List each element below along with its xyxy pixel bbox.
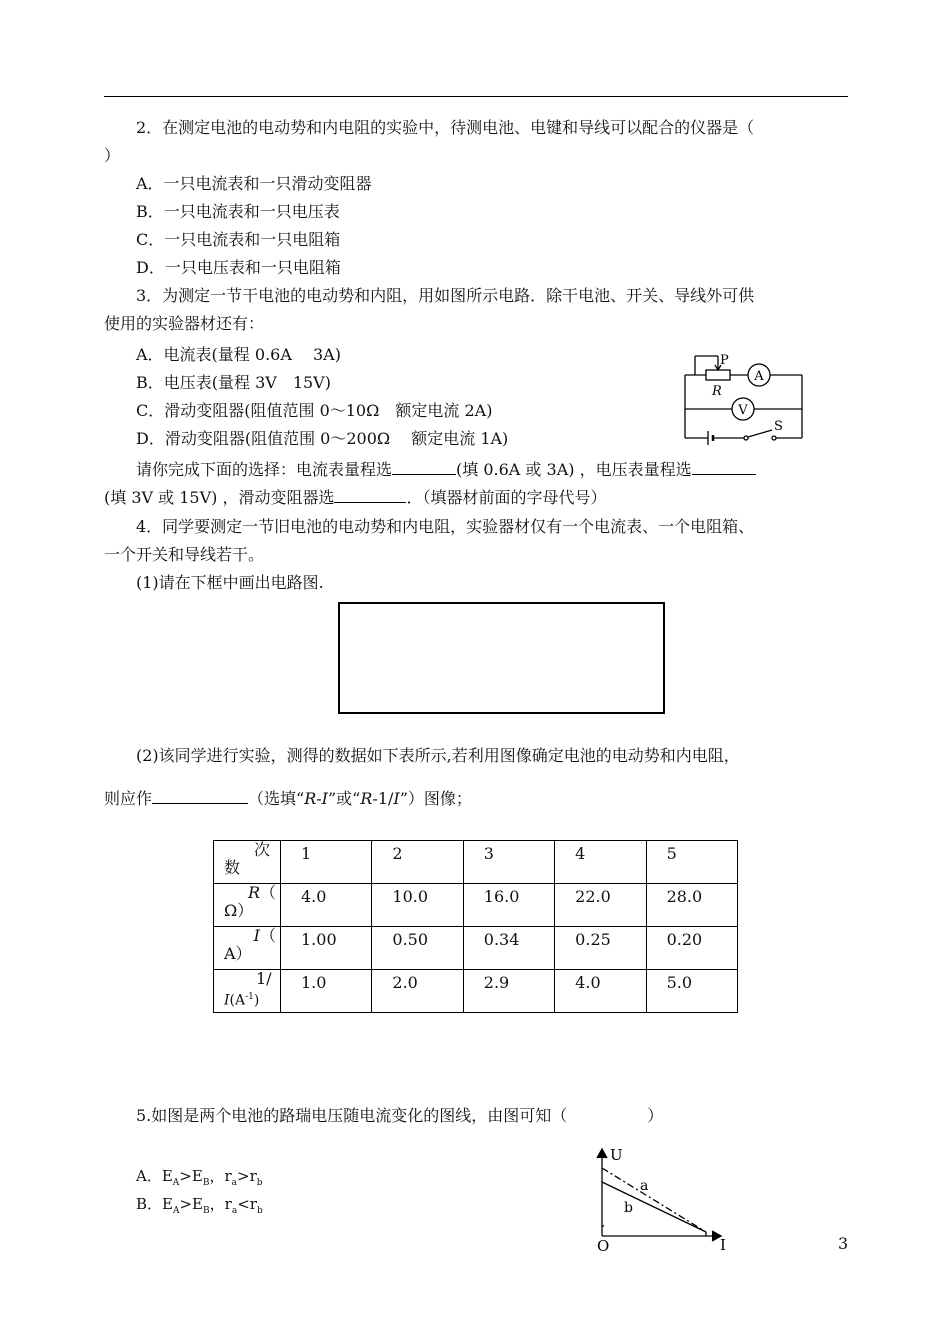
table-cell: 3 bbox=[463, 841, 554, 884]
header-rule bbox=[104, 96, 848, 97]
q5-b-prefix: B．E bbox=[136, 1195, 173, 1213]
table-cell: 28.0 bbox=[646, 884, 737, 927]
q4-opt2-r: R bbox=[360, 789, 373, 808]
row-label-inverse-prefix: 1/ bbox=[256, 969, 272, 988]
table-cell: 5.0 bbox=[646, 970, 737, 1013]
q4-opt1-r: R bbox=[304, 789, 317, 808]
graph-label-b: b bbox=[624, 1200, 633, 1216]
q3-option-d: D．滑动变阻器(阻值范围 0～200Ω 额定电流 1A) bbox=[136, 429, 509, 448]
q4-opt1-dash: - bbox=[316, 789, 322, 808]
row-label-r-unit: Ω） bbox=[224, 901, 254, 920]
q5-a-mid: ，r bbox=[209, 1167, 232, 1185]
row-label-inverse-sup: -1 bbox=[245, 992, 254, 1002]
q5-a-rel2: >r bbox=[237, 1167, 257, 1185]
q2-option-d: D．一只电压表和一只电阻箱 bbox=[136, 258, 341, 277]
table-cell: 0.50 bbox=[372, 927, 463, 970]
voltmeter-range-blank[interactable] bbox=[692, 459, 756, 475]
table-cell: 1.00 bbox=[281, 927, 372, 970]
row-label-inverse-i bbox=[214, 970, 281, 1013]
table-cell: 2.0 bbox=[372, 970, 463, 1013]
q3-option-b: B．电压表(量程 3V 15V) bbox=[136, 373, 331, 392]
table-row bbox=[214, 970, 738, 1013]
q2-stem: 2．在测定电池的电动势和内电阻的实验中，待测电池、电键和导线可以配合的仪器是（ bbox=[136, 118, 755, 137]
q5-a-rel1: >E bbox=[179, 1167, 203, 1185]
q3-option-a: A．电流表(量程 0.6A 3A) bbox=[136, 345, 341, 364]
q2-option-c: C．一只电流表和一只电阻箱 bbox=[136, 230, 341, 249]
measurement-table bbox=[213, 840, 738, 1013]
row-label-i-paren: （ bbox=[259, 926, 276, 945]
q5-stem-end: ） bbox=[647, 1106, 664, 1125]
q5-stem-text: 5.如图是两个电池的路瑞电压随电流变化的图线，由图可知（ bbox=[136, 1106, 568, 1125]
circuit-drawing-box[interactable] bbox=[338, 602, 665, 714]
q2-stem-end: ） bbox=[104, 146, 121, 165]
q5-b-rel2: <r bbox=[237, 1195, 257, 1213]
q5-b-sub3: a bbox=[231, 1206, 238, 1216]
table-header-row bbox=[214, 841, 738, 884]
header-label-1: 次 bbox=[254, 840, 271, 859]
graph-type-blank[interactable] bbox=[152, 788, 248, 804]
q5-b-sub1: A bbox=[172, 1206, 180, 1216]
switch-symbol bbox=[748, 430, 772, 437]
table-cell: 10.0 bbox=[372, 884, 463, 927]
q3-fill-text-b: (填 0.6A 或 3A) ，电压表量程选 bbox=[456, 460, 692, 479]
q3-stem-line2: 使用的实验器材还有： bbox=[104, 314, 265, 333]
q5-b-rel1: >E bbox=[179, 1195, 204, 1213]
table-cell: 16.0 bbox=[463, 884, 554, 927]
q3-stem-line1: 3．为测定一节干电池的电动势和内阻，用如图所示电路．除干电池、开关、导线外可供 bbox=[136, 286, 755, 305]
q5-option-b bbox=[136, 1194, 263, 1221]
circuit-label-v: V bbox=[738, 403, 748, 418]
row-label-inverse-unit: (A bbox=[229, 992, 246, 1009]
graph-label-u: U bbox=[610, 1146, 623, 1164]
q5-option-a bbox=[136, 1166, 263, 1193]
q5-a-sub2: B bbox=[202, 1178, 210, 1188]
q3-fill-line1 bbox=[136, 459, 756, 480]
q3-fill-line2 bbox=[104, 487, 607, 508]
q4-opt2-i: I bbox=[393, 789, 400, 808]
table-cell: 4 bbox=[555, 841, 646, 884]
table-cell: 4.0 bbox=[555, 970, 646, 1013]
circuit-label-p: P bbox=[720, 353, 729, 368]
circuit-label-s: S bbox=[774, 419, 783, 434]
row-label-r-symbol: R bbox=[247, 883, 260, 902]
line-a bbox=[602, 1168, 706, 1232]
row-label-i-symbol: I bbox=[253, 926, 260, 945]
rheostat-symbol bbox=[706, 370, 730, 380]
table-row bbox=[214, 884, 738, 927]
table-cell: 22.0 bbox=[555, 884, 646, 927]
table-cell: 4.0 bbox=[281, 884, 372, 927]
row-label-i bbox=[214, 927, 281, 970]
q4-sub2-line1: (2)该同学进行实验，测得的数据如下表所示,若利用图像确定电池的电动势和内电阻， bbox=[136, 746, 740, 765]
q5-stem bbox=[136, 1106, 663, 1126]
table-cell: 0.25 bbox=[555, 927, 646, 970]
table-cell: 1 bbox=[281, 841, 372, 884]
table-cell: 2.9 bbox=[463, 970, 554, 1013]
q5-a-sub4: b bbox=[256, 1178, 263, 1188]
q4-sub2-text-d: ”）图像； bbox=[399, 789, 472, 808]
q4-opt2-mid: -1/ bbox=[372, 789, 394, 808]
circuit-label-a: A bbox=[754, 369, 764, 384]
q2-option-a: A．一只电流表和一只滑动变阻器 bbox=[136, 174, 372, 193]
q3-circuit-diagram bbox=[680, 350, 808, 445]
q3-fill-text-a: 请你完成下面的选择：电流表量程选 bbox=[136, 460, 393, 479]
row-label-i-unit: A） bbox=[224, 944, 252, 963]
q4-opt1-i: I bbox=[321, 789, 328, 808]
table-cell: 2 bbox=[372, 841, 463, 884]
circuit-label-r: R bbox=[712, 384, 722, 399]
q4-stem-line2: 一个开关和导线若干。 bbox=[104, 545, 265, 564]
table-header-label bbox=[214, 841, 281, 884]
table-cell: 0.20 bbox=[646, 927, 737, 970]
row-label-r bbox=[214, 884, 281, 927]
q4-stem-line1: 4．同学要测定一节旧电池的电动势和内电阻，实验器材仅有一个电流表、一个电阻箱、 bbox=[136, 517, 755, 536]
row-label-inverse-end: ) bbox=[253, 992, 260, 1009]
q5-b-sub2: B bbox=[203, 1206, 210, 1216]
q5-a-sub1: A bbox=[172, 1178, 180, 1188]
q5-ui-graph bbox=[590, 1144, 740, 1254]
q4-sub2-line2 bbox=[104, 788, 472, 809]
ammeter-range-blank[interactable] bbox=[392, 459, 456, 475]
graph-label-i: I bbox=[720, 1236, 726, 1254]
q5-a-prefix: A．E bbox=[136, 1167, 173, 1185]
q5-a-sub3: a bbox=[231, 1178, 237, 1188]
row-label-inverse-symbol: I bbox=[224, 992, 230, 1009]
rheostat-choice-blank[interactable] bbox=[334, 487, 406, 503]
graph-label-a: a bbox=[640, 1178, 649, 1194]
q4-sub2-text-a: 则应作 bbox=[104, 789, 153, 808]
table-row bbox=[214, 927, 738, 970]
q5-b-sub4: b bbox=[256, 1206, 263, 1216]
line-b bbox=[602, 1182, 706, 1232]
header-label-2: 数 bbox=[224, 858, 241, 877]
q4-sub2-text-b: （选填“ bbox=[248, 789, 305, 808]
table-cell: 1.0 bbox=[281, 970, 372, 1013]
q5-b-mid: ，r bbox=[209, 1195, 232, 1213]
row-label-r-paren: （ bbox=[259, 883, 276, 902]
q3-fill-text-d: ．（填器材前面的字母代号） bbox=[406, 488, 607, 507]
page-number: 3 bbox=[838, 1234, 849, 1253]
graph-label-o: O bbox=[597, 1237, 610, 1255]
q3-fill-text-c: (填 3V 或 15V) ，滑动变阻器选 bbox=[104, 488, 335, 507]
table-cell: 0.34 bbox=[463, 927, 554, 970]
q2-option-b: B．一只电流表和一只电压表 bbox=[136, 202, 340, 221]
table-cell: 5 bbox=[646, 841, 737, 884]
q3-option-c: C．滑动变阻器(阻值范围 0～10Ω 额定电流 2A) bbox=[136, 401, 493, 420]
q4-sub1: (1)请在下框中画出电路图. bbox=[136, 573, 324, 592]
q4-sub2-text-c: ”或“ bbox=[327, 789, 361, 808]
